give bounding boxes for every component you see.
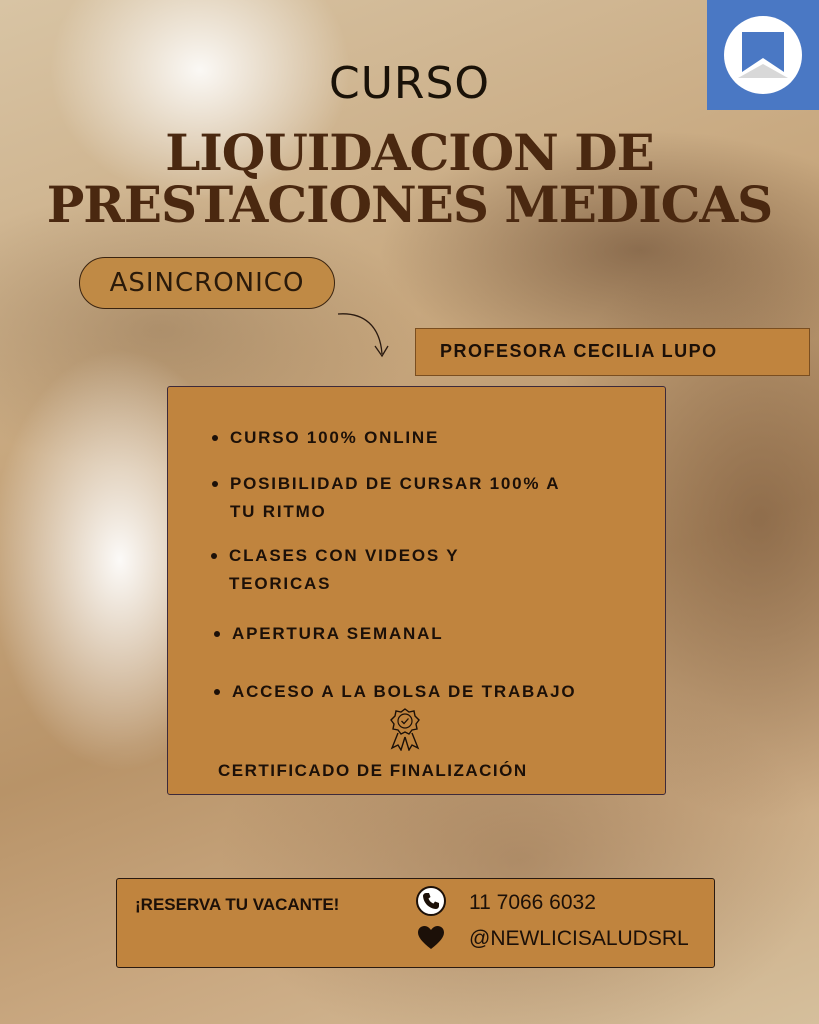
contact-bar [116,878,715,968]
course-label: CURSO [328,58,491,109]
feature-item [230,424,439,452]
certificate-label: CERTIFICADO DE FINALIZACIÓN [218,761,528,780]
bullet-icon [214,689,220,695]
phone-number[interactable]: 11 7066 6032 [469,891,596,914]
feature-text: CLASES CON VIDEOS Y [229,546,460,565]
feature-item [230,470,560,526]
bullet-icon [211,553,217,559]
feature-item [229,542,459,598]
award-medal-icon [388,707,422,751]
feature-text-cont: TEORICAS [229,574,332,593]
bullet-icon [214,631,220,637]
modality-label: ASINCRONICO [109,268,305,298]
course-title-line1: LIQUIDACION DE [165,123,654,182]
feature-text-cont: TU RITMO [230,502,327,521]
bullet-icon [212,435,218,441]
feature-text: CURSO 100% ONLINE [230,428,440,447]
teacher-name: PROFESORA CECILIA LUPO [440,341,718,361]
curved-arrow-icon [336,310,396,365]
features-panel [167,386,666,795]
reserve-cta: ¡RESERVA TU VACANTE! [135,895,340,914]
teacher-banner [415,328,810,376]
phone-icon [415,885,447,917]
heart-icon [417,925,445,951]
bullet-icon [212,481,218,487]
feature-text: ACCESO A LA BOLSA DE TRABAJO [232,682,577,701]
modality-badge [79,257,335,309]
feature-text: APERTURA SEMANAL [232,624,444,643]
feature-item [232,620,443,648]
feature-text: POSIBILIDAD DE CURSAR 100% A [230,474,561,493]
feature-item [232,678,576,706]
course-title-line2: PRESTACIONES MEDICAS [46,175,773,234]
social-handle[interactable]: @NEWLICISALUDSRL [469,927,689,950]
